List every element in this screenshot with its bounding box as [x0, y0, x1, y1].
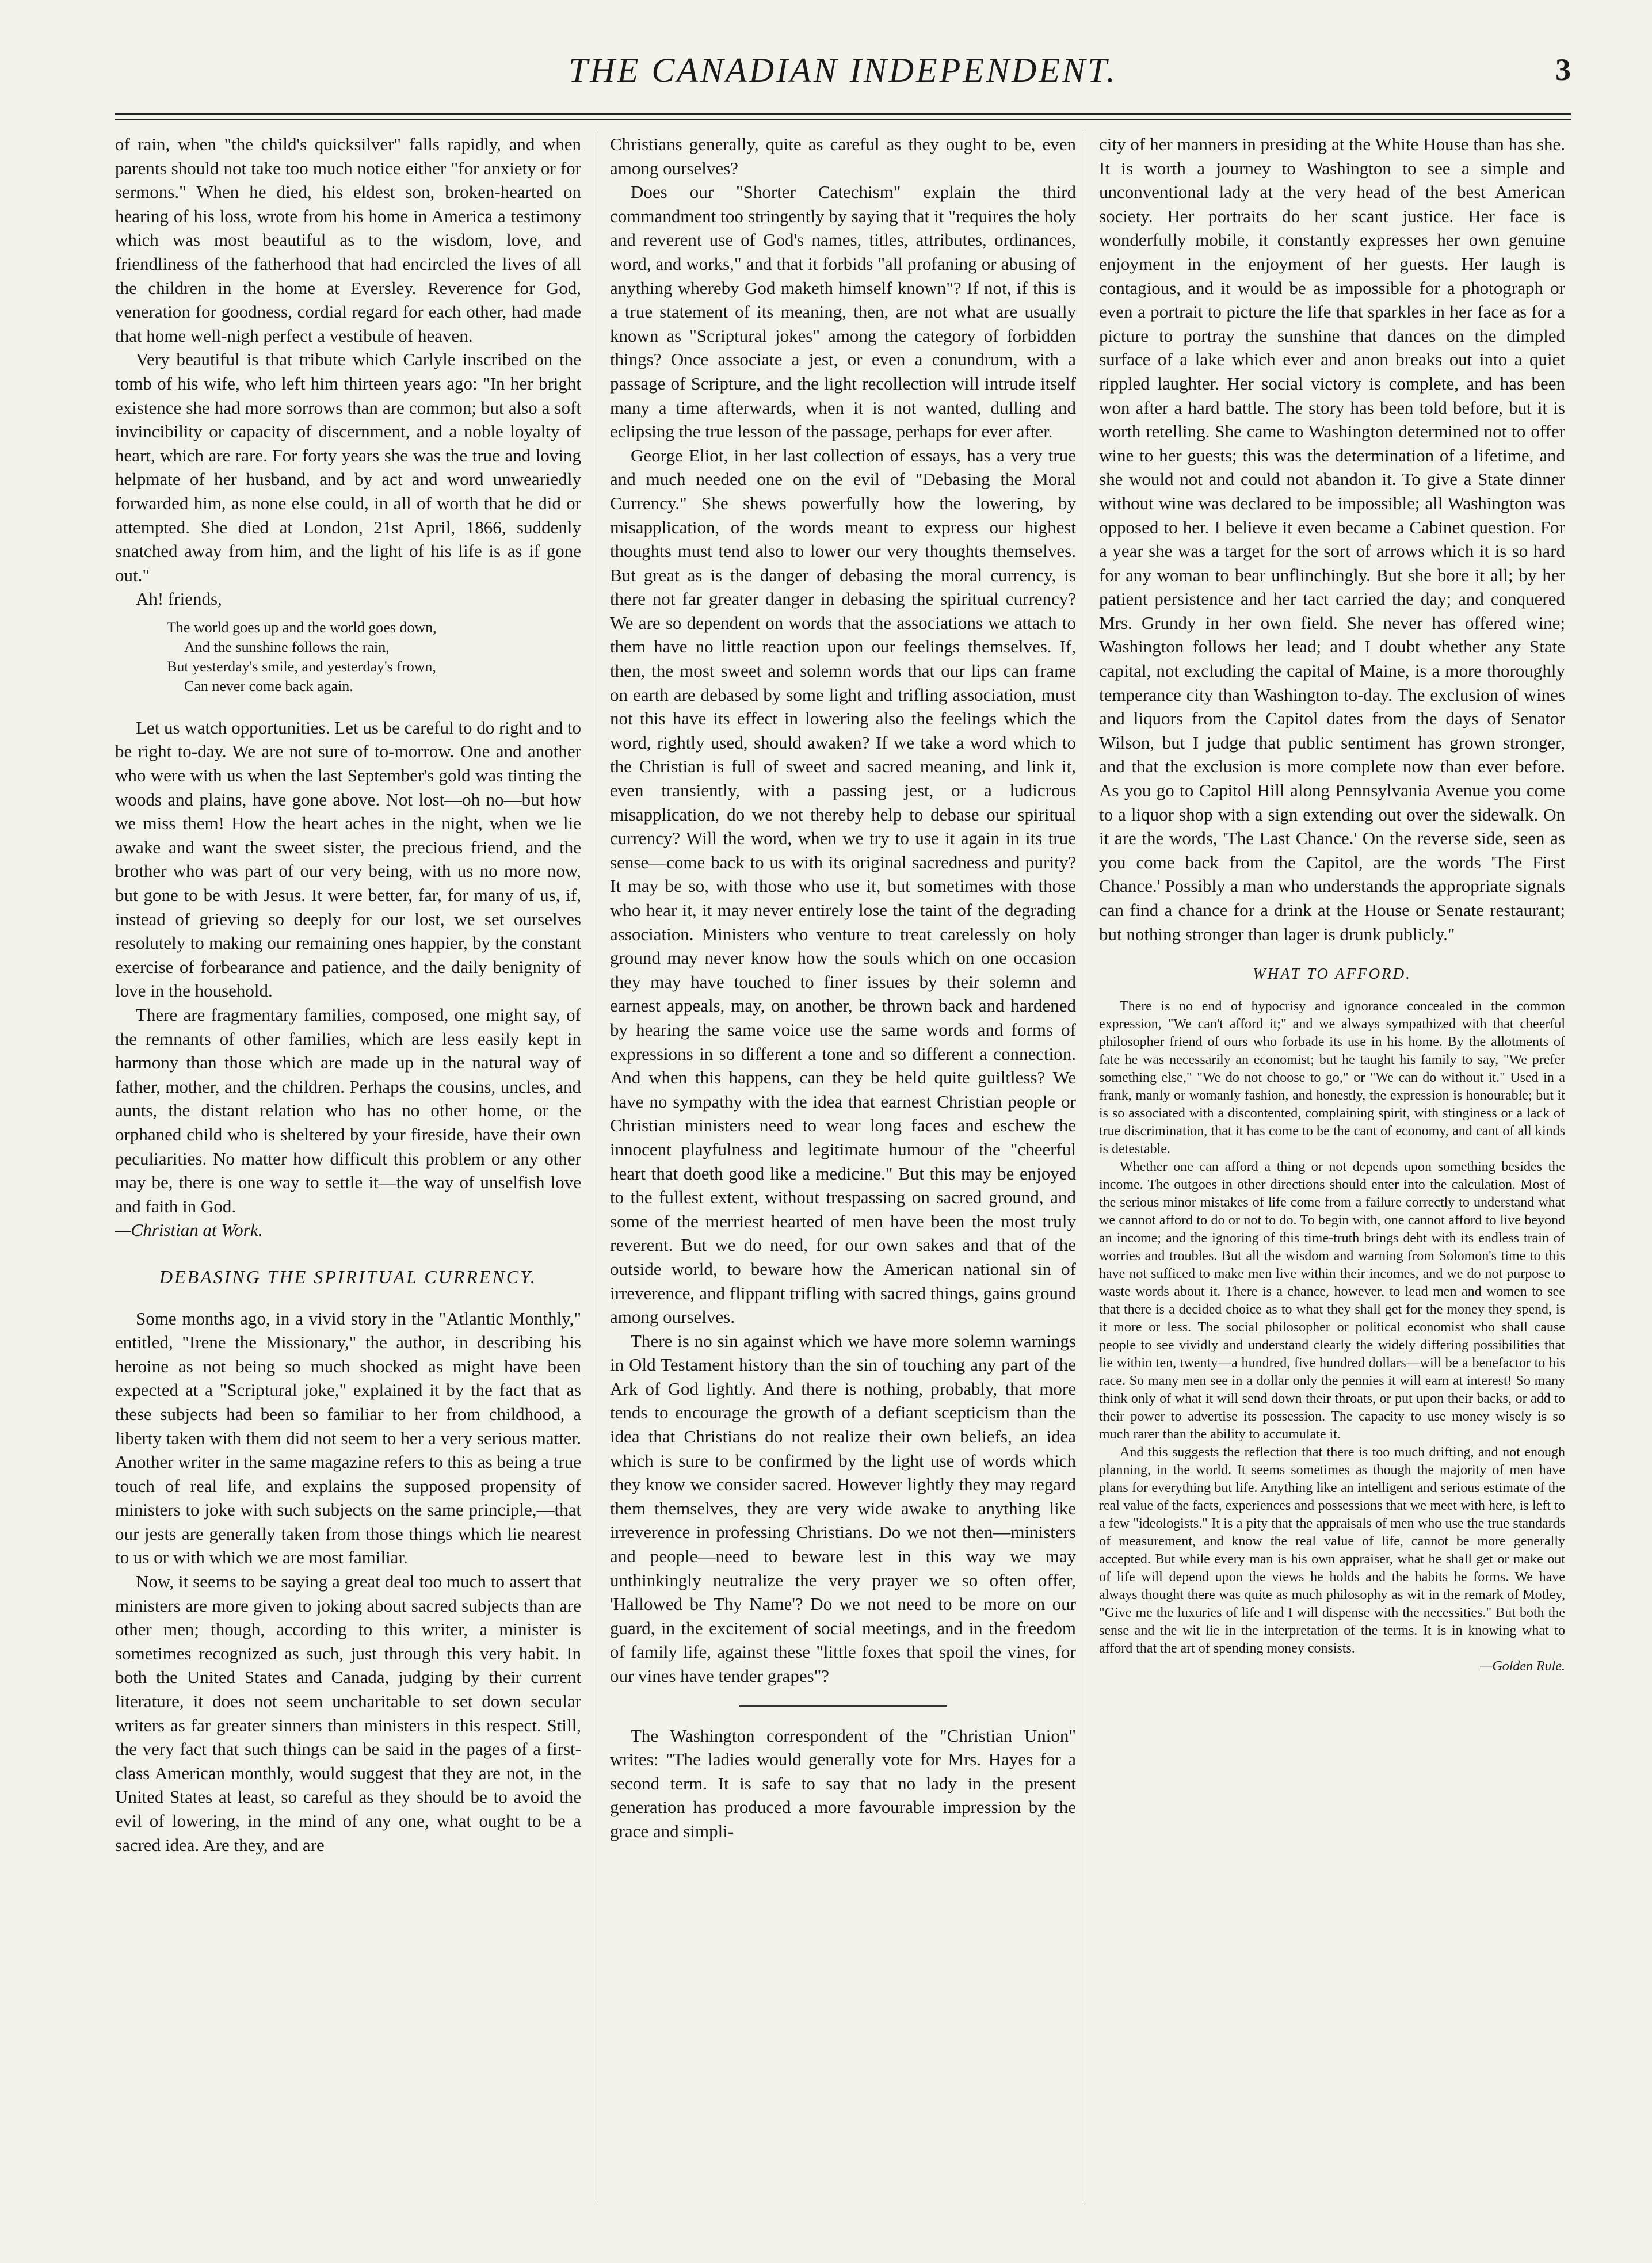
header-rule-thin [115, 119, 1571, 120]
paragraph: Does our "Shorter Catechism" explain the third commandment too stringently by saying that it "requires the holy and reverent use of God's names, titles, attributes, ordinances, word, and works," and that it forbids "all profaning or abusing of anything whereby God maketh himself known"? If not, if this is a true statement of its meaning, then, are not what are usually known as "Scriptural jokes" among the category of forbidden things? Once associate a jest, or even a conundrum, with a passage of Scripture, and the light recollection will intrude itself many a time afterwards, when it is not wanted, dulling and eclipsing the true lesson of the passage, perhaps for ever after. [610, 182, 1076, 442]
poem-line: Can never come back again. [184, 677, 353, 694]
article-body [1099, 998, 1565, 1676]
paragraph: of rain, when "the child's quicksilver" falls rapidly, and when parents should not take too much notice either "for anxiety or for sermons." When he died, his eldest son, broken-hearted on hearing of his loss, wrote from his home in America a testimony which was most beautiful as to the wisdom, love, and friendliness of the fatherhood that had encircled the lives of all the children in the home at Eversley. Reverence for God, veneration for goodness, cordial regard for each other, had made that home well-nigh perfect a vestibule of heaven. [115, 134, 581, 346]
paragraph: And this suggests the reflection that there is too much drifting, and not enough planning, in the world. It seems sometimes as though the majority of men have plans for everything but life. Anything like an intelligent and serious estimate of the real value of the facts, experiences and possessions that we meet with here, is left to a few "ideologists." It is a pity that the appraisals of men who use the true standards of measurement, and know the real value of life, cannot be more generally accepted. But while every man is his own appraiser, what he shall get or make out of life will depend upon the views he holds and the habits he forms. We have always thought there was quite as much philosophy as wit in the remark of Motley, "Give me the luxuries of life and I will dispense with the necessities." But both the sense and the wit lie in the interpretation of the terms. It is in knowing what to afford that the art of spending money consists. [1099, 1444, 1565, 1656]
paragraph: George Eliot, in her last collection of essays, has a very true and much needed one on the evil of "Debasing the Moral Currency." She shews powerfully how the lowering, by misapplication, of the words meant to express our highest thoughts must tend also to lower our very thoughts themselves. But great as is the danger of debasing the moral currency, is there not far greater danger in debasing the spiritual currency? We are so dependent on words that the associations we attach to them have no little reaction upon our feelings themselves. If, then, the most sweet and solemn words that our lips can frame on earth are debased by some light and trifling association, must not this have its effect in lowering also the feelings which the word, rightly used, should awaken? If we take a word which to the Christian is full of sweet and sacred meaning, and link it, even transiently, with a passing jest, or a ludicrous misapplication, do we not thereby help to debase our spiritual currency? Will the word, when we try to use it again in its true sense—come back to us with its original sacredness and purity? It may be so, with those who use it, but sometimes with those who hear it, it may never entirely lose the taint of the degrading association. Ministers who venture to treat carelessly on holy ground may never know how the souls which on one occasion they may have touched to finer issues by their solemn and earnest appeals, may, on another, be thrown back and hardened by hearing the same voice use the same words and forms of expressions in so different a tone and so different a connection. And when this happens, can they be held quite guiltless? We have no sympathy with the idea that earnest Christian people or Christian ministers need to wear long faces and eschew the innocent playfulness and legitimate humour of the "cheerful heart that doeth good like a medicine." But this may be enjoyed to the fullest extent, without trespassing on sacred ground, and some of the merriest hearted of men have been the most truly reverent. But we do need, for our own sakes and that of the outside world, to beware how the American national sin of irreverence, and flippant trifling with sacred things, gains ground among ourselves. [610, 445, 1076, 1327]
section-divider [739, 1705, 947, 1707]
paragraph: Whether one can afford a thing or not depends upon something besides the income. The outgoes in other directions should enter into the calculation. Most of the serious minor mistakes of life come from a failure correctly to understand what we cannot afford to do or not to do. To begin with, one cannot afford to live beyond an income; and the ignoring of this time-truth brings debt with its endless train of worries and troubles. But all the wisdom and warning from Solomon's time to this have not sufficed to make men live within their incomes, and we do not purpose to waste words about it. There is a chance, however, to lead men and women to see that there is a decided choice as to what they shall get for the money they spend, is it more or less. The social philosopher or political economist who shall cause people to see vividly and understand clearly the widely differing possibilities that lie within ten, twenty—a hundred, five hundred dollars—will be a benefactor to his race. So many men see in a dollar only the pennies it will earn at interest! So many think only of what it will send down their throats, or put upon their backs, or add to their power to advertise its possession. The capacity to use money wisely is so much rarer than the ability to accumulate it. [1099, 1159, 1565, 1442]
poem [167, 618, 581, 696]
poem-line: And the sunshine follows the rain, [184, 638, 390, 655]
paragraph: There is no sin against which we have more solemn warnings in Old Testament history than the sin of touching any part of the Ark of God lightly. And there is nothing, probably, that more tends to encourage the growth of a defiant scepticism than the idea that Christians do not realize their own beliefs, an idea which is sure to be confirmed by the light use of words which they know we consider sacred. However lightly they may regard them themselves, they are very wide awake to anything like irreverence in professing Christians. Do we not then—ministers and people—need to beware lest in this way we may unthinkingly neutralize the very prayer we so often offer, 'Hallowed be Thy Name'? Do we not need to be more on our guard, in the excitement of social meetings, and in the freedom of family life, against these "little foxes that spoil the vines, for our vines have tender grapes"? [610, 1330, 1076, 1686]
paragraph: Now, it seems to be saying a great deal too much to assert that ministers are more given to joking about sacred subjects than are other men; though, according to this writer, a minister is sometimes recognized as such, just through this very habit. In both the United States and Canada, judging by their current literature, it does not seem uncharitable to set down secular writers as far greater sinners than ministers in this respect. Still, the very fact that such things can be said in the pages of a first-class American monthly, would suggest that they are not, in the United States at least, so careful as they should be to avoid the evil of lowering, in the mind of any one, what ought to be a sacred idea. Are they, and are [115, 1571, 581, 1855]
paragraph: The Washington correspondent of the "Christian Union" writes: "The ladies would generally vote for Mrs. Hayes for a second term. It is safe to say that no lady in the present generation has produced a more favourable impression by the grace and simpli- [610, 1725, 1076, 1841]
page-number: 3 [1555, 52, 1571, 87]
newspaper-title: THE CANADIAN INDEPENDENT. [569, 51, 1117, 89]
paragraph: There are fragmentary families, composed, one might say, of the remnants of other families, which are less easily kept in harmony than those which are made up in the natural way of father, mother, and the children. Perhaps the cousins, uncles, and aunts, the distant relation who has no other home, or the orphaned child who is sheltered by your fireside, have their own peculiarities. No matter how difficult this problem or any other may be, there is one way to settle it—the way of unselfish love and faith in God. [115, 1005, 581, 1216]
column-2 [610, 132, 1076, 2227]
masthead [115, 46, 1571, 109]
paragraph: Very beautiful is that tribute which Carlyle inscribed on the tomb of his wife, who left him thirteen years ago: "In her bright existence she had more sorrows than are common; but also a soft invincibility or capacity of discernment, and a noble loyalty of heart, which are rare. For forty years she was the true and loving helpmate of her husband, and by act and word unweariedly forwarded him, as none else could, in all of worth that he did or attempted. She died at London, 21st April, 1866, suddenly snatched away from him, and the light of his life is as if gone out." [115, 349, 581, 585]
paragraph: Let us watch opportunities. Let us be careful to do right and to be right to-day. We are not sure of to-morrow. One and another who were with us when the last September's gold was tinting the woods and plains, have gone above. Not lost—oh no—but how we miss them! How the heart aches in the night, when we lie awake and want the sweet sister, the precious friend, and the brother who was part of our very being, with us no more now, but gone to be with Jesus. It were better, far, for many of us, if, instead of grieving so deeply for our lost, we set ourselves resolutely to making our remaining ones happier, by the constant exercise of forbearance and patience, and the daily benignity of love in the household. [115, 717, 581, 1001]
article-heading: WHAT TO AFFORD. [1253, 965, 1411, 983]
column-3 [1099, 132, 1565, 2227]
column-1 [115, 132, 581, 2227]
paragraph: Some months ago, in a vivid story in the "Atlantic Monthly," entitled, "Irene the Missionary," the author, in describing his heroine as not being so much shocked as might have been expected at a "Scriptural joke," explained it by the fact that as these subjects had been so familiar to her from childhood, a liberty taken with them did not seem to her a very serious matter. Another writer in the same magazine refers to this as being a true touch of real life, and explains the supposed propensity of ministers to joke with such subjects on the same principle,—that our jests are generally taken from those things which lie nearest to us or with which we are most familiar. [115, 1308, 581, 1568]
paragraph: Ah! friends, [136, 589, 222, 609]
poem-line: But yesterday's smile, and yesterday's frown, [167, 658, 436, 675]
source-attribution: —Christian at Work. [115, 1220, 263, 1241]
paragraph: city of her manners in presiding at the White House than has she. It is worth a journey to Washington to see a simple and unconventional lady at the very head of the best American society. Her portraits do her scant justice. Her face is wonderfully mobile, it constantly expresses her own genuine enjoyment in the enjoyment of her guests. Her laugh is contagious, and it would be as impossible for a photograph or even a portrait to picture the life that sparkles in her face as for a picture to portray the sunshine that dances on the dimpled surface of a lake which ever and anon breaks out into a quiet rippled laughter. Her social victory is complete, and has been won after a hard battle. The story has been told before, but it is worth retelling. She came to Washington determined not to offer wine to her guests; this was the determination of a lifetime, and she would not and could not abandon it. To give a State dinner without wine was declared to be impossible; all Washington was opposed to her. I believe it even became a Cabinet question. For a year she was a target for the sort of arrows which it is so hard for any woman to bear unflinchingly. But she bore it all; by her patient persistence and her tact carried the day; and conquered Mrs. Grundy in her own field. She never has offered wine; Washington follows her lead; and I doubt whether any State capital, not excluding the capital of Maine, is a more thoroughly temperance city than Washington to-day. The exclusion of wines and liquors from the Capitol dates from the days of Senator Wilson, but I judge that public sentiment has grown stronger, and that the exclusion is more complete now than ever before. As you go to Capitol Hill along Pennsylvania Avenue you come to a liquor shop with a sign extending out over the sidewalk. On it are the words, 'The Last Chance.' On the reverse side, seen as you come back from the Capitol, are the words 'The First Chance.' Possibly a man who understands the appropriate signals can find a chance for a drink at the House or Senate restaurant; but nothing stronger than lager is drunk publicly." [1099, 134, 1565, 944]
poem-line: The world goes up and the world goes down, [167, 619, 437, 636]
article-heading: DEBASING THE SPIRITUAL CURRENCY. [159, 1266, 537, 1287]
header-rule [115, 113, 1571, 115]
paragraph: There is no end of hypocrisy and ignorance concealed in the common expression, "We can't afford it;" and we always sympathized with that cheerful philosopher friend of ours who forbade its use in his home. By the allotments of fate he was necessarily an economist; but he taught his family to say, "We prefer something else," "We do not choose to go," or "We can do without it." Used in a frank, manly or womanly fashion, and honestly, the expression is honourable; but it is so associated with a discontented, complaining spirit, with stinginess or a lack of true discrimination, that it has come to be the cant of economy, and cant of all kinds is detestable. [1099, 998, 1565, 1157]
source-attribution: —Golden Rule. [1480, 1658, 1565, 1674]
paragraph: Christians generally, quite as careful as they ought to be, even among ourselves? [610, 134, 1076, 178]
